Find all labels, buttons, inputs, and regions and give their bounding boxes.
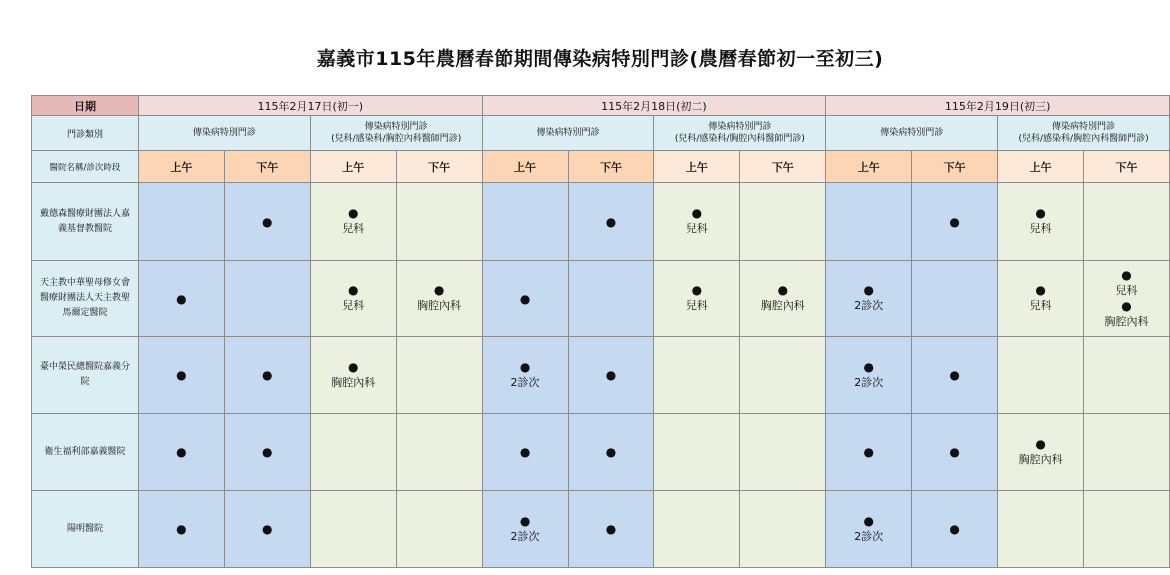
hospital-row — [32, 414, 1170, 491]
session-row — [32, 151, 1170, 183]
hospital-name: 戴德森醫療財團法人嘉義基督教醫院 — [32, 183, 139, 261]
clinic-note: 胸腔內科 — [760, 299, 805, 312]
schedule-cell — [224, 491, 310, 568]
schedule-cell — [482, 183, 568, 261]
clinic-note: 兒科 — [1115, 283, 1138, 297]
clinic-special-line2: (兒科/感染科/胸腔內科醫師門診) — [331, 134, 462, 144]
clinic-open-dot: ● — [691, 206, 703, 220]
schedule-cell — [740, 337, 826, 414]
clinic-open-dot: ● — [347, 283, 359, 297]
schedule-cell — [310, 491, 396, 568]
schedule-cell — [310, 183, 396, 261]
schedule-cell — [654, 491, 740, 568]
schedule-cell — [1084, 183, 1170, 261]
hospital-row — [32, 183, 1170, 261]
pm-header: 下午 — [912, 151, 998, 183]
hospital-row — [32, 491, 1170, 568]
schedule-cell — [138, 337, 224, 414]
schedule-cell — [740, 183, 826, 261]
clinic-general-day1: 傳染病特別門診 — [138, 116, 310, 151]
clinic-type-label: 門診類別 — [32, 116, 139, 151]
schedule-cell — [998, 414, 1084, 491]
schedule-cell — [482, 261, 568, 337]
schedule-cell — [396, 261, 482, 337]
schedule-cell — [740, 491, 826, 568]
am-header: 上午 — [310, 151, 396, 183]
clinic-note: 2診次 — [854, 299, 884, 312]
schedule-cell — [826, 261, 912, 337]
schedule-cell — [482, 414, 568, 491]
clinic-open-dot: ● — [949, 445, 960, 459]
date-label: 日期 — [32, 96, 139, 116]
clinic-open-dot: ● — [262, 445, 273, 459]
clinic-open-dot: ● — [691, 283, 703, 297]
clinic-open-dot: ● — [605, 368, 617, 382]
clinic-open-dot: ● — [777, 283, 789, 297]
date-header-row — [32, 96, 1170, 116]
schedule-cell — [912, 337, 998, 414]
pm-header: 下午 — [396, 151, 482, 183]
schedule-cell — [310, 337, 396, 414]
schedule-cell — [1084, 261, 1170, 337]
clinic-special-line1: 傳染病特別門診 — [364, 122, 428, 132]
clinic-open-dot: ● — [347, 359, 359, 374]
pm-header: 下午 — [224, 151, 310, 183]
clinic-open-dot: ● — [949, 214, 960, 229]
schedule-cell — [1084, 337, 1170, 414]
clinic-open-dot: ● — [176, 522, 187, 536]
am-header: 上午 — [138, 151, 224, 183]
schedule-cell — [1084, 491, 1170, 568]
hospital-row — [32, 261, 1170, 337]
clinic-note: 兒科 — [685, 299, 708, 312]
clinic-open-dot: ● — [863, 445, 874, 459]
schedule-cell — [310, 414, 396, 491]
schedule-cell — [998, 491, 1084, 568]
schedule-cell — [568, 261, 654, 337]
clinic-open-dot: ● — [1035, 436, 1046, 451]
clinic-open-dot: ● — [605, 445, 617, 459]
clinic-open-dot: ● — [519, 513, 531, 528]
clinic-open-dot: ● — [863, 283, 874, 297]
clinic-open-dot: ● — [519, 291, 531, 306]
date-day1: 115年2月17日(初一) — [138, 96, 482, 116]
clinic-open-dot: ● — [949, 368, 960, 382]
page-title: 嘉義市115年農曆春節期間傳染病特別門診(農曆春節初一至初三) — [316, 48, 884, 70]
schedule-cell — [912, 414, 998, 491]
clinic-open-dot: ● — [262, 214, 273, 229]
clinic-open-dot: ● — [262, 522, 273, 536]
clinic-special-day2 — [654, 116, 826, 151]
am-header: 上午 — [826, 151, 912, 183]
schedule-cell — [654, 414, 740, 491]
schedule-cell — [998, 261, 1084, 337]
clinic-special-day1 — [310, 116, 482, 151]
schedule-cell — [396, 491, 482, 568]
schedule-cell — [310, 261, 396, 337]
schedule-cell — [912, 183, 998, 261]
clinic-schedule-table — [31, 95, 1170, 568]
schedule-cell — [568, 491, 654, 568]
schedule-cell — [138, 183, 224, 261]
clinic-note: 胸腔內科 — [331, 375, 376, 389]
schedule-cell — [568, 337, 654, 414]
clinic-special-line2: (兒科/感染科/胸腔內科醫師門診) — [1018, 134, 1149, 144]
clinic-note: 兒科 — [1029, 299, 1052, 312]
clinic-open-dot: ● — [347, 206, 359, 220]
date-day3: 115年2月19日(初三) — [826, 96, 1170, 116]
schedule-cell — [482, 337, 568, 414]
clinic-open-dot: ● — [863, 513, 874, 528]
clinic-note: 兒科 — [342, 222, 365, 235]
clinic-special-line1: 傳染病特別門診 — [708, 122, 772, 132]
hospital-name: 臺中榮民總醫院嘉義分院 — [32, 337, 139, 414]
schedule-cell — [912, 261, 998, 337]
clinic-note: 胸腔內科 — [1018, 452, 1063, 466]
clinic-open-dot: ● — [176, 368, 187, 382]
clinic-open-dot: ● — [1035, 283, 1046, 297]
schedule-cell — [740, 261, 826, 337]
clinic-open-dot: ● — [519, 359, 531, 374]
clinic-note: 2診次 — [854, 375, 884, 389]
pm-header: 下午 — [568, 151, 654, 183]
clinic-open-dot: ● — [1121, 267, 1132, 282]
hospital-name: 陽明醫院 — [32, 491, 139, 568]
schedule-cell — [654, 183, 740, 261]
clinic-open-dot: ● — [605, 214, 617, 229]
schedule-cell — [998, 337, 1084, 414]
clinic-special-day3 — [998, 116, 1170, 151]
schedule-cell — [138, 491, 224, 568]
schedule-cell — [654, 337, 740, 414]
clinic-general-day3: 傳染病特別門診 — [826, 116, 998, 151]
clinic-open-dot: ● — [863, 359, 874, 374]
schedule-cell — [396, 414, 482, 491]
schedule-cell — [998, 183, 1084, 261]
clinic-type-row — [32, 116, 1170, 151]
am-header: 上午 — [998, 151, 1084, 183]
schedule-cell — [740, 414, 826, 491]
clinic-open-dot: ● — [176, 291, 187, 306]
clinic-open-dot: ● — [605, 522, 617, 536]
schedule-cell — [826, 491, 912, 568]
date-day2: 115年2月18日(初二) — [482, 96, 826, 116]
hospital-name: 衛生福利部嘉義醫院 — [32, 414, 139, 491]
clinic-special-line2: (兒科/感染科/胸腔內科醫師門診) — [674, 134, 805, 144]
schedule-cell — [224, 337, 310, 414]
schedule-cell — [912, 491, 998, 568]
schedule-cell — [224, 414, 310, 491]
schedule-cell — [1084, 414, 1170, 491]
clinic-open-dot: ● — [1035, 206, 1046, 220]
am-header: 上午 — [654, 151, 740, 183]
clinic-note: 胸腔內科 — [1104, 314, 1149, 328]
schedule-cell — [482, 491, 568, 568]
clinic-open-dot: ● — [262, 368, 273, 382]
schedule-cell — [568, 414, 654, 491]
schedule-cell — [224, 261, 310, 337]
clinic-open-dot: ● — [519, 445, 531, 459]
pm-header: 下午 — [1084, 151, 1170, 183]
schedule-cell — [396, 183, 482, 261]
clinic-open-dot: ● — [433, 283, 445, 297]
clinic-note: 胸腔內科 — [417, 299, 462, 312]
clinic-note: 兒科 — [342, 299, 365, 312]
clinic-note: 2診次 — [854, 529, 884, 543]
clinic-general-day2: 傳染病特別門診 — [482, 116, 654, 151]
schedule-cell — [826, 414, 912, 491]
schedule-cell — [396, 337, 482, 414]
clinic-open-dot: ● — [1121, 298, 1132, 313]
clinic-note: 兒科 — [1029, 222, 1052, 235]
clinic-special-line1: 傳染病特別門診 — [1052, 122, 1116, 132]
schedule-cell — [826, 337, 912, 414]
clinic-open-dot: ● — [176, 445, 187, 459]
schedule-cell — [138, 414, 224, 491]
schedule-cell — [826, 183, 912, 261]
clinic-note: 2診次 — [510, 529, 540, 543]
clinic-note: 兒科 — [685, 222, 708, 235]
hospital-name: 天主教中華聖母修女會醫療財團法人天主教聖馬爾定醫院 — [32, 261, 139, 337]
schedule-cell — [224, 183, 310, 261]
hospital-label: 醫院名稱/診次時段 — [32, 151, 139, 183]
schedule-cell — [654, 261, 740, 337]
clinic-open-dot: ● — [949, 522, 960, 536]
pm-header: 下午 — [740, 151, 826, 183]
clinic-note: 2診次 — [510, 375, 540, 389]
schedule-cell — [138, 261, 224, 337]
hospital-row — [32, 337, 1170, 414]
schedule-cell — [568, 183, 654, 261]
am-header: 上午 — [482, 151, 568, 183]
